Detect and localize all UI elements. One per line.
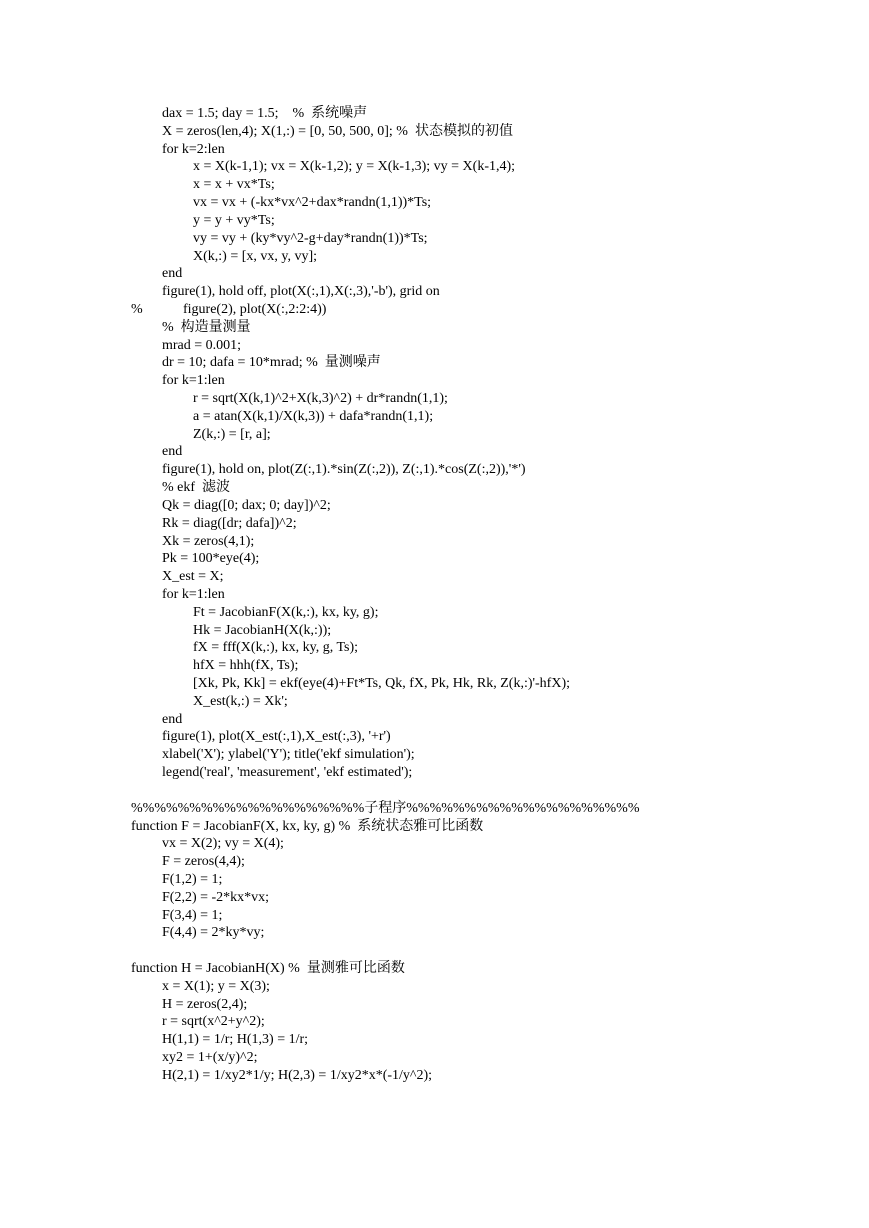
- code-line: function F = JacobianF(X, kx, ky, g) % 系统状态雅可比函数: [131, 818, 484, 834]
- code-line: r = sqrt(x^2+y^2);: [162, 1014, 265, 1030]
- code-line: hfX = hhh(fX, Ts);: [193, 658, 299, 674]
- code-line: [131, 782, 851, 800]
- code-line: a = atan(X(k,1)/X(k,3)) + dafa*randn(1,1);: [193, 408, 434, 424]
- code-line: X(k,:) = [x, vx, y, vy];: [193, 248, 318, 264]
- code-line: Qk = diag([0; dax; 0; day])^2;: [162, 497, 331, 513]
- code-line: figure(1), hold on, plot(Z(:,1).*sin(Z(:,2)), Z(:,1).*cos(Z(:,2)),'*'): [162, 462, 526, 478]
- code-line: xlabel('X'); ylabel('Y'); title('ekf simulation');: [162, 747, 415, 763]
- code-line: figure(1), plot(X_est(:,1),X_est(:,3), '+r'): [162, 729, 391, 745]
- code-line: fX = fff(X(k,:), kx, ky, g, Ts);: [193, 640, 359, 656]
- code-line: F(1,2) = 1;: [162, 871, 223, 887]
- code-line: for k=2:len: [162, 141, 225, 157]
- code-line: [131, 942, 851, 960]
- code-line: F(2,2) = -2*kx*vx;: [162, 889, 270, 905]
- code-line: Pk = 100*eye(4);: [162, 551, 260, 567]
- code-line: figure(1), hold off, plot(X(:,1),X(:,3),'-b'), grid on: [162, 284, 440, 300]
- code-line: X_est(k,:) = Xk';: [193, 693, 288, 709]
- code-line: x = X(1); y = X(3);: [162, 978, 270, 994]
- code-line: Xk = zeros(4,1);: [162, 533, 255, 549]
- code-line: Ft = JacobianF(X(k,:), kx, ky, g);: [193, 604, 379, 620]
- code-line: end: [162, 444, 183, 460]
- code-line: Rk = diag([dr; dafa])^2;: [162, 515, 297, 531]
- code-listing: [131, 105, 851, 1085]
- code-line: X_est = X;: [162, 569, 224, 585]
- code-line: H = zeros(2,4);: [162, 996, 248, 1012]
- code-line: %%%%%%%%%%%%%%%%%%%%子程序%%%%%%%%%%%%%%%%%%%%: [131, 800, 640, 816]
- code-line: Hk = JacobianH(X(k,:));: [193, 622, 332, 638]
- code-line: xy2 = 1+(x/y)^2;: [162, 1050, 258, 1066]
- code-line: end: [162, 266, 183, 282]
- code-line: mrad = 0.001;: [162, 337, 242, 353]
- code-line: F(4,4) = 2*ky*vy;: [162, 925, 265, 941]
- code-line: H(1,1) = 1/r; H(1,3) = 1/r;: [162, 1032, 309, 1048]
- code-line: vy = vy + (ky*vy^2-g+day*randn(1))*Ts;: [193, 230, 428, 246]
- comment-marker: %: [131, 301, 143, 317]
- code-line: X = zeros(len,4); X(1,:) = [0, 50, 500, 0]; % 状态模拟的初值: [162, 123, 513, 139]
- code-line: vx = X(2); vy = X(4);: [162, 836, 284, 852]
- code-line: dax = 1.5; day = 1.5; % 系统噪声: [162, 106, 368, 121]
- code-line: Z(k,:) = [r, a];: [193, 426, 271, 442]
- code-line: legend('real', 'measurement', 'ekf estimated');: [162, 765, 413, 781]
- code-text: figure(2), plot(X(:,2:2:4)): [183, 301, 327, 317]
- code-line: [131, 301, 851, 319]
- code-line: function H = JacobianH(X) % 量测雅可比函数: [131, 961, 405, 976]
- code-line: r = sqrt(X(k,1)^2+X(k,3)^2) + dr*randn(1,1);: [193, 391, 448, 406]
- code-line: % ekf 滤波: [162, 480, 231, 496]
- code-line: for k=1:len: [162, 373, 225, 389]
- code-line: x = X(k-1,1); vx = X(k-1,2); y = X(k-1,3); vy = X(k-1,4);: [193, 159, 516, 175]
- code-line: % 构造量测量: [162, 319, 251, 335]
- code-line: H(2,1) = 1/xy2*1/y; H(2,3) = 1/xy2*x*(-1/y^2);: [162, 1067, 433, 1083]
- code-line: F(3,4) = 1;: [162, 907, 223, 923]
- code-line: end: [162, 711, 183, 727]
- code-line: [Xk, Pk, Kk] = ekf(eye(4)+Ft*Ts, Qk, fX, Pk, Hk, Rk, Z(k,:)'-hfX);: [193, 676, 571, 691]
- code-line: y = y + vy*Ts;: [193, 212, 275, 228]
- code-line: x = x + vx*Ts;: [193, 177, 275, 193]
- code-line: F = zeros(4,4);: [162, 854, 245, 870]
- code-line: for k=1:len: [162, 586, 225, 602]
- code-line: vx = vx + (-kx*vx^2+dax*randn(1,1))*Ts;: [193, 195, 432, 211]
- code-line: dr = 10; dafa = 10*mrad; % 量测噪声: [162, 355, 381, 371]
